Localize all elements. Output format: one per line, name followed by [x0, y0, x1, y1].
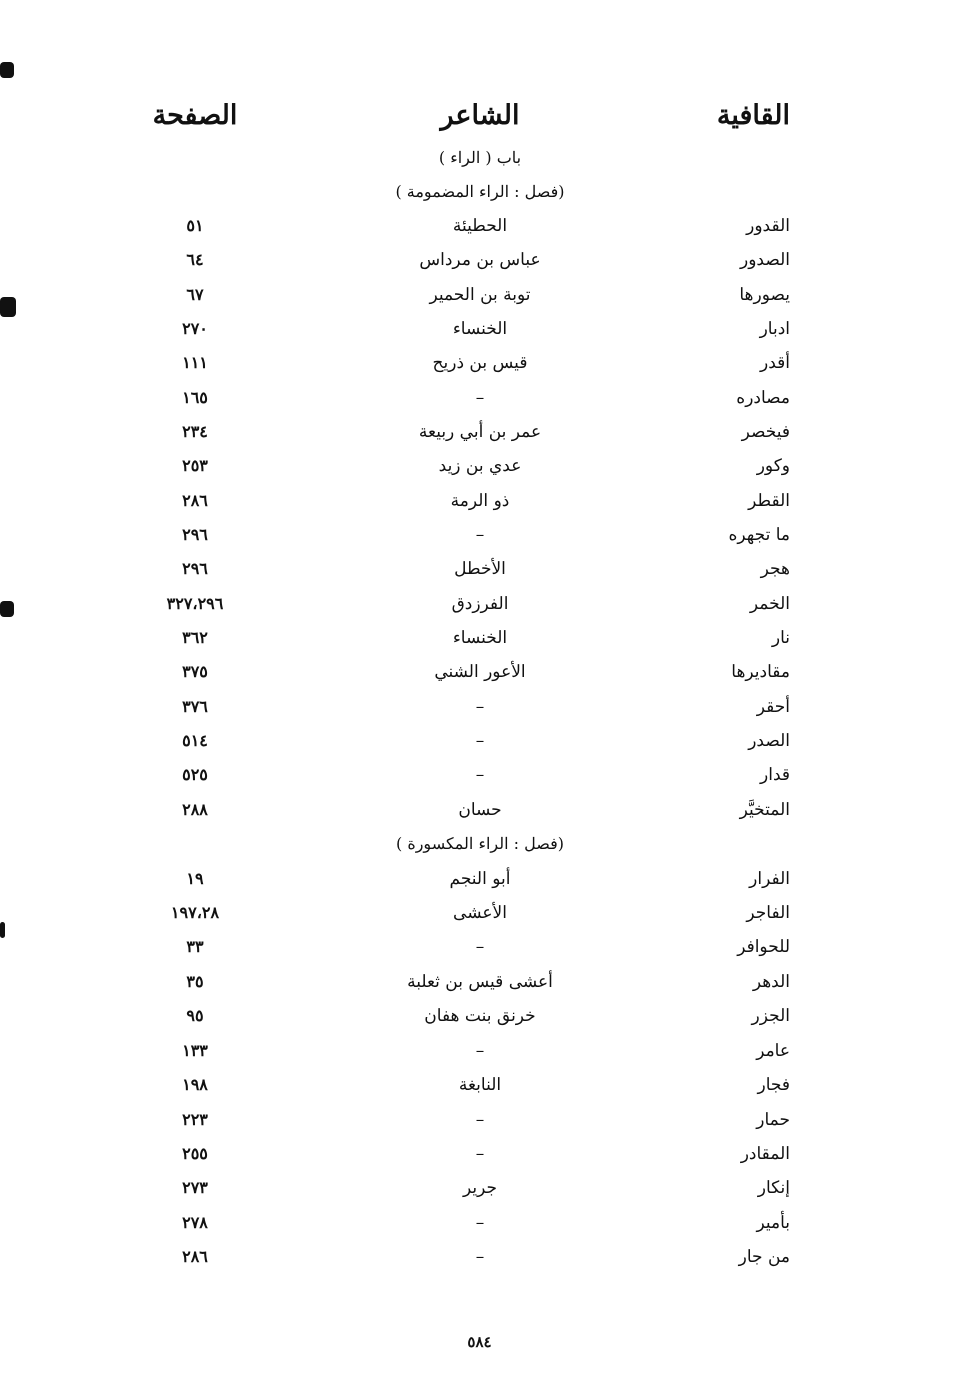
- page-cell: ٢٧٣: [182, 1178, 208, 1197]
- rhyme-cell: يصورها: [739, 285, 790, 305]
- index-row: [0, 312, 959, 346]
- rhyme-cell: الخمر: [749, 594, 790, 614]
- rhyme-cell: الفرار: [749, 869, 790, 889]
- page-cell: ٢٧٨: [182, 1213, 208, 1232]
- section-title: (فصل : الراء المضمومة ): [395, 182, 565, 201]
- page-cell: ١٩٨: [182, 1075, 208, 1094]
- page-cell: ٣٧٦: [182, 697, 208, 716]
- page-cell: ٢٩٦: [182, 525, 208, 544]
- binding-mark: [0, 62, 14, 78]
- page-cell: ١٣٣: [182, 1041, 208, 1060]
- index-row: [0, 346, 959, 380]
- index-row: [0, 449, 959, 483]
- section-title-row: [0, 827, 959, 861]
- rhyme-cell: الصدر: [748, 731, 790, 751]
- index-row: [0, 724, 959, 758]
- rhyme-cell: إنكار: [757, 1178, 790, 1198]
- page-cell: ٣٦٢: [182, 628, 208, 647]
- poet-cell: قيس بن ذريح: [432, 353, 528, 373]
- page-cell: ٢٥٣: [182, 456, 208, 475]
- rhyme-cell: ما تجهره: [728, 525, 790, 545]
- poet-cell: جرير: [463, 1178, 497, 1198]
- poet-cell: –: [475, 1041, 485, 1061]
- page-cell: ٣٣: [186, 937, 204, 956]
- page-cell: ٥٢٥: [182, 765, 208, 784]
- rhyme-cell: حمار: [756, 1110, 790, 1130]
- poet-cell: عباس بن مرداس: [419, 250, 541, 270]
- page-cell: ٢٥٥: [182, 1144, 208, 1163]
- rhyme-cell: القطر: [748, 491, 790, 511]
- poet-cell: النابغة: [458, 1075, 502, 1095]
- rhyme-cell: الجزر: [751, 1006, 790, 1026]
- page-cell: ٢٨٨: [182, 800, 208, 819]
- rhyme-cell: عامر: [756, 1041, 790, 1061]
- rhyme-cell: فجار: [757, 1075, 790, 1095]
- rhyme-cell: الفاجر: [746, 903, 790, 923]
- poet-cell: خرنق بنت هفان: [424, 1006, 536, 1026]
- poet-cell: –: [475, 697, 485, 717]
- index-row: [0, 965, 959, 999]
- poet-cell: الفرزدق: [451, 594, 509, 614]
- poet-header: الشاعر: [440, 100, 520, 131]
- rhyme-cell: المتخيَّر: [739, 800, 790, 820]
- poet-cell: –: [475, 765, 485, 785]
- poet-cell: –: [475, 388, 485, 408]
- column-headers: [0, 96, 959, 136]
- rhyme-cell: فيخصر: [741, 422, 790, 442]
- index-row: [0, 862, 959, 896]
- index-row: [0, 758, 959, 792]
- poet-cell: عدي بن زيد: [438, 456, 522, 476]
- index-row: [0, 278, 959, 312]
- chapter-title-row: [0, 141, 959, 175]
- page-cell: ٥١٤: [182, 731, 208, 750]
- poet-cell: أعشى قيس بن ثعلبة: [407, 972, 553, 992]
- page-cell: ٦٧: [186, 285, 204, 304]
- index-row: [0, 1068, 959, 1102]
- rhyme-cell: الصدور: [740, 250, 790, 270]
- index-row: [0, 518, 959, 552]
- rhyme-cell: وكور: [756, 456, 790, 476]
- poet-cell: حسان: [458, 800, 502, 820]
- poet-cell: –: [475, 1144, 485, 1164]
- poet-cell: الحطيئة: [452, 216, 508, 236]
- index-row: [0, 896, 959, 930]
- rhyme-cell: للحوافر: [737, 937, 790, 957]
- page-cell: ٢٢٣: [182, 1110, 208, 1129]
- page-cell: ١١١: [182, 353, 208, 372]
- page-cell: ٥١: [186, 216, 204, 235]
- index-row: [0, 655, 959, 689]
- rhyme-cell: المقادر: [740, 1144, 790, 1164]
- poet-cell: الخنساء: [452, 628, 508, 648]
- index-row: [0, 1034, 959, 1068]
- page-cell: ٣٧٥: [182, 662, 208, 681]
- page-cell: ٣٥: [186, 972, 204, 991]
- rhyme-cell: قدار: [760, 765, 790, 785]
- index-row: [0, 793, 959, 827]
- page-number: ٥٨٤: [467, 1333, 492, 1351]
- page-cell: ٦٤: [186, 250, 204, 269]
- page-cell: ٢٨٦: [182, 491, 208, 510]
- index-row: [0, 209, 959, 243]
- index-row: [0, 381, 959, 415]
- rhyme-cell: بأمير: [756, 1213, 790, 1233]
- index-row: [0, 930, 959, 964]
- page-cell: ٢٨٦: [182, 1247, 208, 1266]
- index-row: [0, 1240, 959, 1274]
- index-row: [0, 415, 959, 449]
- index-row: [0, 1103, 959, 1137]
- poet-cell: الأعشى: [453, 903, 507, 923]
- page-cell: ٢٩٦: [182, 559, 208, 578]
- poet-cell: الخنساء: [452, 319, 508, 339]
- poet-cell: –: [475, 1247, 485, 1267]
- rhyme-cell: مصادره: [736, 388, 790, 408]
- index-row: [0, 1206, 959, 1240]
- index-row: [0, 1171, 959, 1205]
- rhyme-cell: مقاديرها: [731, 662, 790, 682]
- rhyme-cell: نار: [771, 628, 790, 648]
- index-row: [0, 1137, 959, 1171]
- index-row: [0, 690, 959, 724]
- poet-cell: –: [475, 1213, 485, 1233]
- poet-cell: –: [475, 937, 485, 957]
- rhyme-cell: القدور: [746, 216, 790, 236]
- chapter-title: باب ( الراء ): [438, 148, 522, 167]
- rhyme-cell: أقدر: [760, 353, 790, 373]
- index-row: [0, 552, 959, 586]
- poet-cell: توبة بن الحمير: [429, 285, 531, 305]
- poet-cell: الأخطل: [454, 559, 506, 579]
- index-row: [0, 243, 959, 277]
- poet-cell: –: [475, 525, 485, 545]
- page-cell: ١٩: [186, 869, 204, 888]
- index-row: [0, 621, 959, 655]
- rhyme-cell: الدهر: [752, 972, 790, 992]
- page-cell: ٢٣٤: [182, 422, 208, 441]
- rhyme-cell: من جار: [738, 1247, 790, 1267]
- poet-cell: أبو النجم: [449, 869, 511, 889]
- rhyme-cell: ادبار: [759, 319, 790, 339]
- poet-cell: الأعور الشني: [434, 662, 526, 682]
- page-cell: ٩٥: [186, 1006, 204, 1025]
- poet-cell: –: [475, 1110, 485, 1130]
- page-cell: ٣٢٧،٢٩٦: [166, 594, 224, 613]
- rhyme-header: القافية: [716, 100, 790, 131]
- rhyme-cell: أحقر: [756, 697, 790, 717]
- index-row: [0, 484, 959, 518]
- poet-cell: عمر بن أبي ربيعة: [418, 422, 542, 442]
- index-row: [0, 999, 959, 1033]
- page-header: الصفحة: [152, 100, 238, 131]
- page-cell: ١٦٥: [182, 388, 208, 407]
- rhyme-cell: هجر: [760, 559, 790, 579]
- page-cell: ١٩٧،٢٨: [170, 903, 220, 922]
- page-cell: ٢٧٠: [182, 319, 208, 338]
- section-title: (فصل : الراء المكسورة ): [395, 834, 565, 853]
- index-row: [0, 587, 959, 621]
- section-title-row: [0, 175, 959, 209]
- poet-cell: –: [475, 731, 485, 751]
- poet-cell: ذو الرمة: [450, 491, 510, 511]
